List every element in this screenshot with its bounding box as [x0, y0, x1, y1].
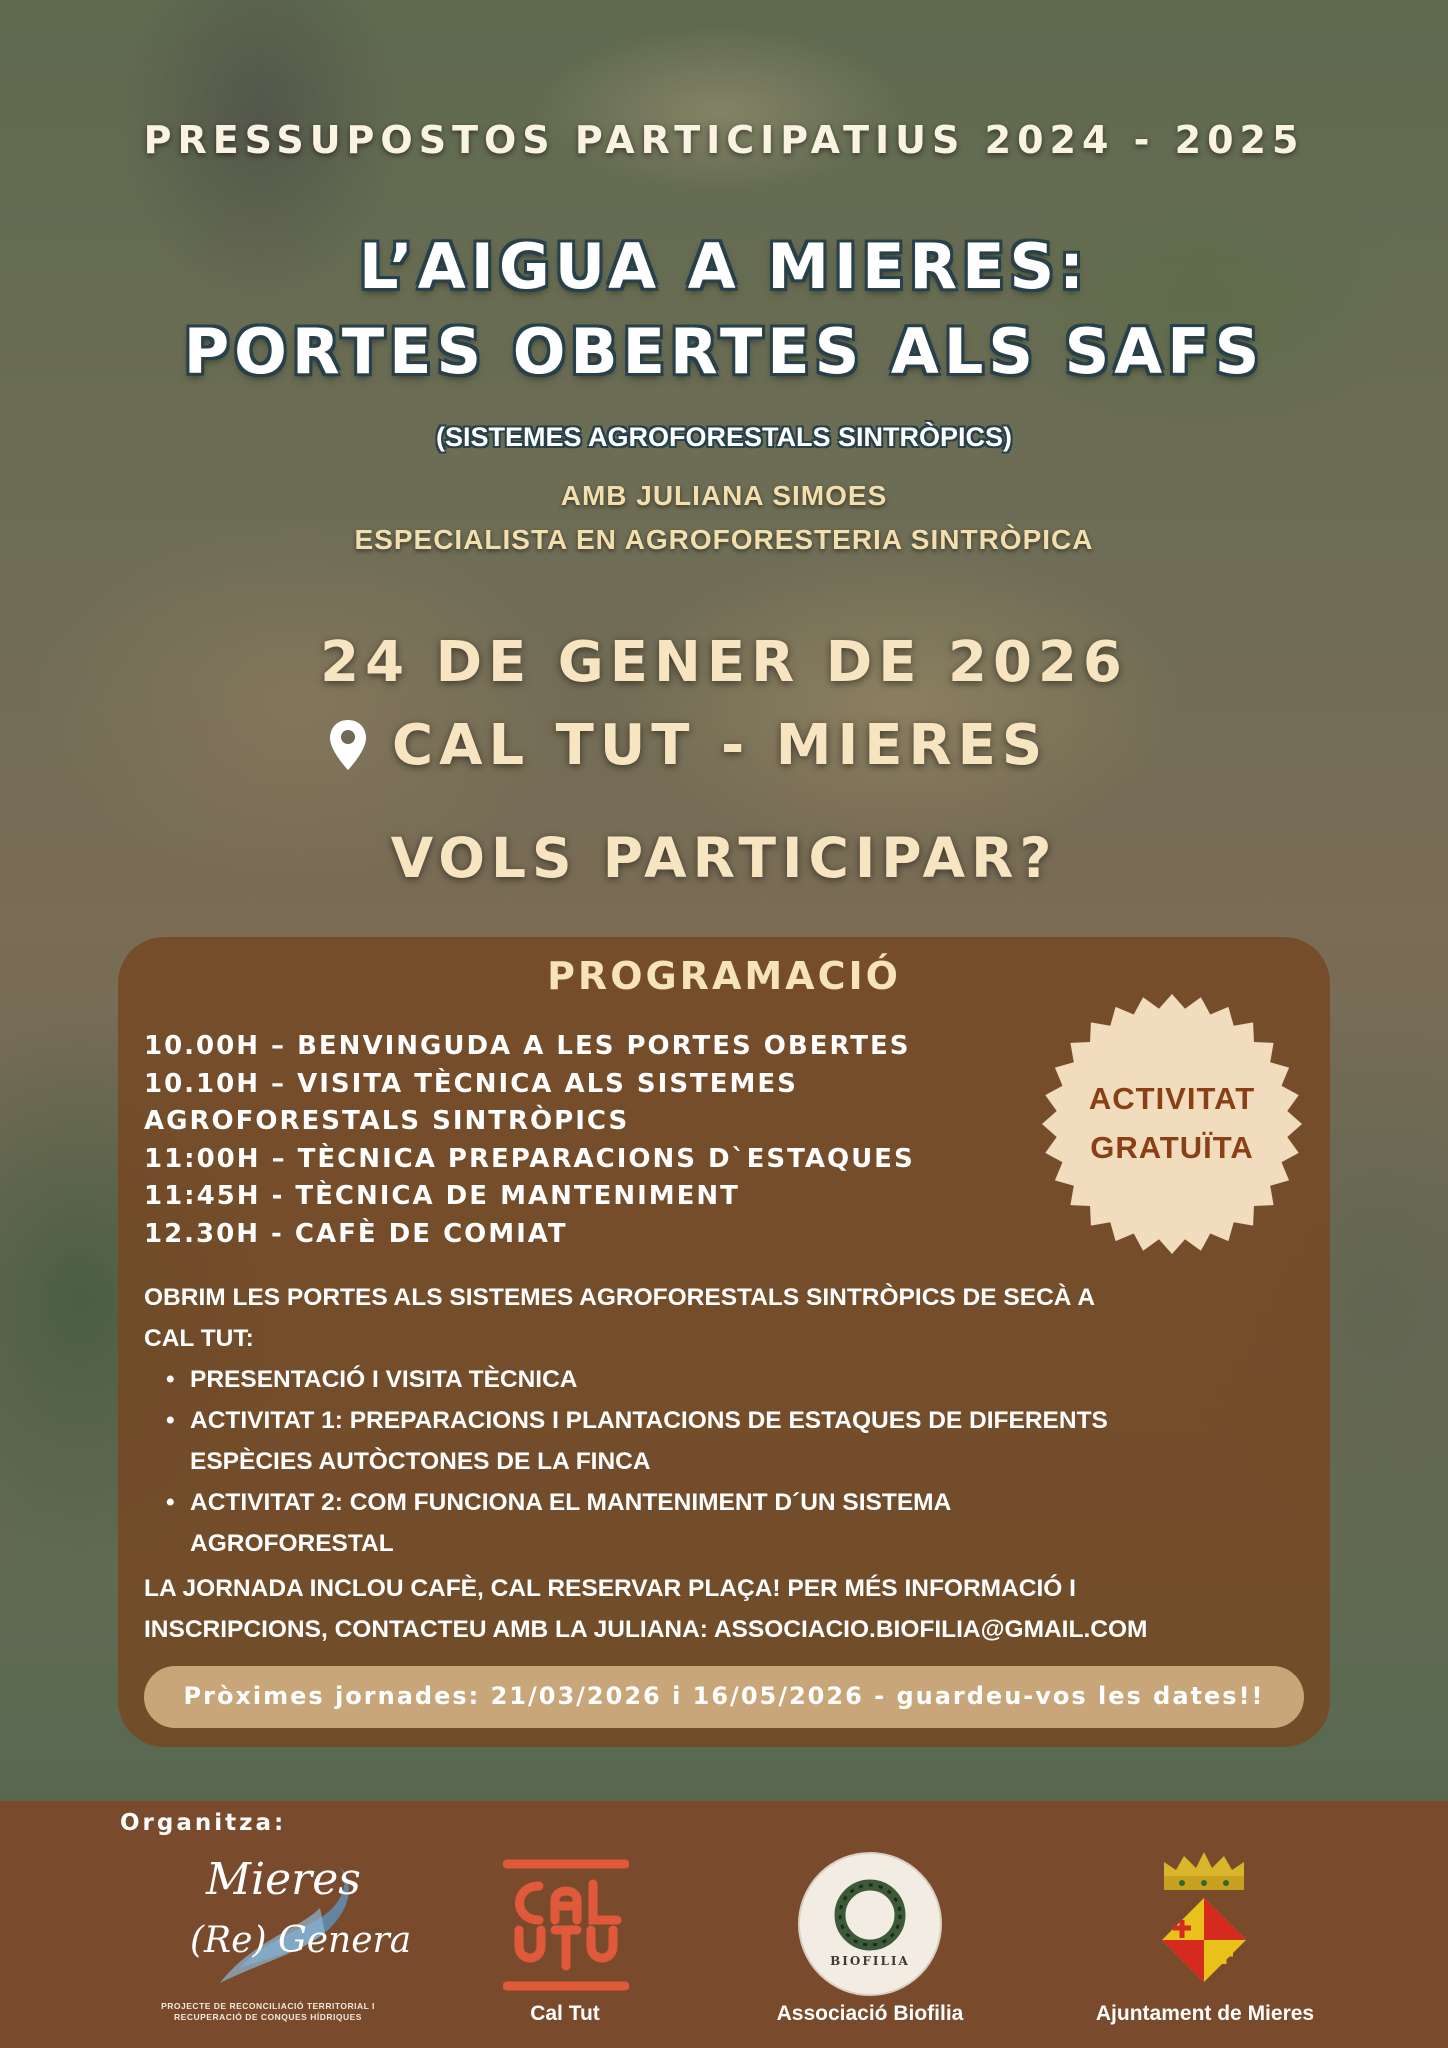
bullet-text: PRESENTACIÓ I VISITA TÈCNICA: [190, 1366, 578, 1393]
badge-line: ACTIVITAT: [1088, 1081, 1256, 1116]
coat-of-arms-icon: [1158, 1848, 1250, 1988]
bullet-text: ACTIVITAT 2: COM FUNCIONA EL MANTENIMENT D´UN SISTEMA: [190, 1489, 952, 1516]
organizer-heading: Organitza:: [120, 1810, 287, 1836]
bullet-dot: •: [166, 1366, 175, 1393]
location-pin-icon: [328, 718, 368, 772]
mieres-caption: [138, 2001, 398, 2023]
biofilia-logo: [797, 1851, 943, 1997]
program-title: PROGRAMACIÓ: [547, 954, 901, 998]
bullet-item: [144, 1359, 1284, 1400]
schedule-list: [144, 1028, 1044, 1253]
biofilia-logo-text: BIOFILIA: [830, 1954, 910, 1968]
cal-tut-logo: [503, 1858, 629, 1992]
bullet-text: AGROFORESTAL: [190, 1530, 394, 1557]
ajuntament-label: Ajuntament de Mieres: [1095, 2002, 1315, 2025]
overline-title: PRESSUPOSTOS PARTICIPATIUS 2024 - 2025: [143, 118, 1305, 162]
mieres-regenera-logo: [180, 1848, 412, 1998]
bullet-item: [144, 1400, 1284, 1482]
intro-line: CAL TUT:: [144, 1325, 254, 1352]
schedule-item: 10.00H – BENVINGUDA A LES PORTES OBERTES: [144, 1031, 911, 1061]
call-to-action: VOLS PARTICIPAR?: [390, 826, 1058, 890]
bullet-dot: •: [166, 1407, 175, 1434]
intro-line: OBRIM LES PORTES ALS SISTEMES AGROFORESTALS SINTRÒPICS DE SECÀ A: [144, 1284, 1096, 1311]
mieres-wordmark: Mieres: [206, 1854, 361, 1905]
schedule-item: 11:45H - TÈCNICA DE MANTENIMENT: [144, 1181, 740, 1211]
bullet-dot: •: [166, 1489, 175, 1516]
bullet-item: [144, 1482, 1284, 1564]
main-title-line2: PORTES OBERTES ALS SAFS: [183, 315, 1265, 388]
subtitle: (SISTEMES AGROFORESTALS SINTRÒPICS): [435, 422, 1013, 452]
bullet-text: ACTIVITAT 1: PREPARACIONS I PLANTACIONS DE ESTAQUES DE DIFERENTS: [190, 1407, 1108, 1434]
speaker-role-line: ESPECIALISTA EN AGROFORESTERIA SINTRÒPICA: [354, 524, 1094, 555]
schedule-item: 10.10H – VISITA TÈCNICA ALS SISTEMES: [144, 1068, 798, 1099]
biofilia-label: Associació Biofilia: [776, 2002, 964, 2025]
caption-line: PROJECTE DE RECONCILIACIÓ TERRITORIAL I: [161, 2001, 375, 2011]
schedule-item: AGROFORESTALS SINTRÒPICS: [144, 1106, 630, 1136]
free-activity-text: [1040, 1074, 1304, 1172]
regenera-wordmark: (Re) Genera: [190, 1920, 412, 1961]
bullet-text: ESPÈCIES AUTÒCTONES DE LA FINCA: [190, 1448, 651, 1475]
program-description: [144, 1277, 1284, 1650]
info-line: LA JORNADA INCLOU CAFÈ, CAL RESERVAR PLAÇA! PER MÉS INFORMACIÓ I: [144, 1575, 1076, 1602]
cal-tut-label: Cal Tut: [530, 2002, 600, 2025]
next-dates-text: Pròximes jornades: 21/03/2026 i 16/05/2026 - guardeu-vos les dates!!: [183, 1682, 1265, 1710]
event-date: 24 DE GENER DE 2026: [320, 630, 1128, 695]
speaker-line: AMB JULIANA SIMOES: [560, 480, 888, 511]
info-line: INSCRIPCIONS, CONTACTEU AMB LA JULIANA: ASSOCIACIO.BIOFILIA@GMAIL.COM: [144, 1616, 1148, 1643]
schedule-item: 11:00H – TÈCNICA PREPARACIONS D`ESTAQUES: [144, 1143, 915, 1174]
badge-line: GRATUÏTA: [1090, 1130, 1254, 1165]
main-title-line1: L’AIGUA A MIERES:: [359, 230, 1089, 303]
schedule-item: 12.30H - CAFÈ DE COMIAT: [144, 1218, 568, 1249]
event-place: CAL TUT - MIERES: [392, 713, 1049, 778]
caption-line: RECUPERACIÓ DE CONQUES HÍDRIQUES: [174, 2012, 362, 2022]
